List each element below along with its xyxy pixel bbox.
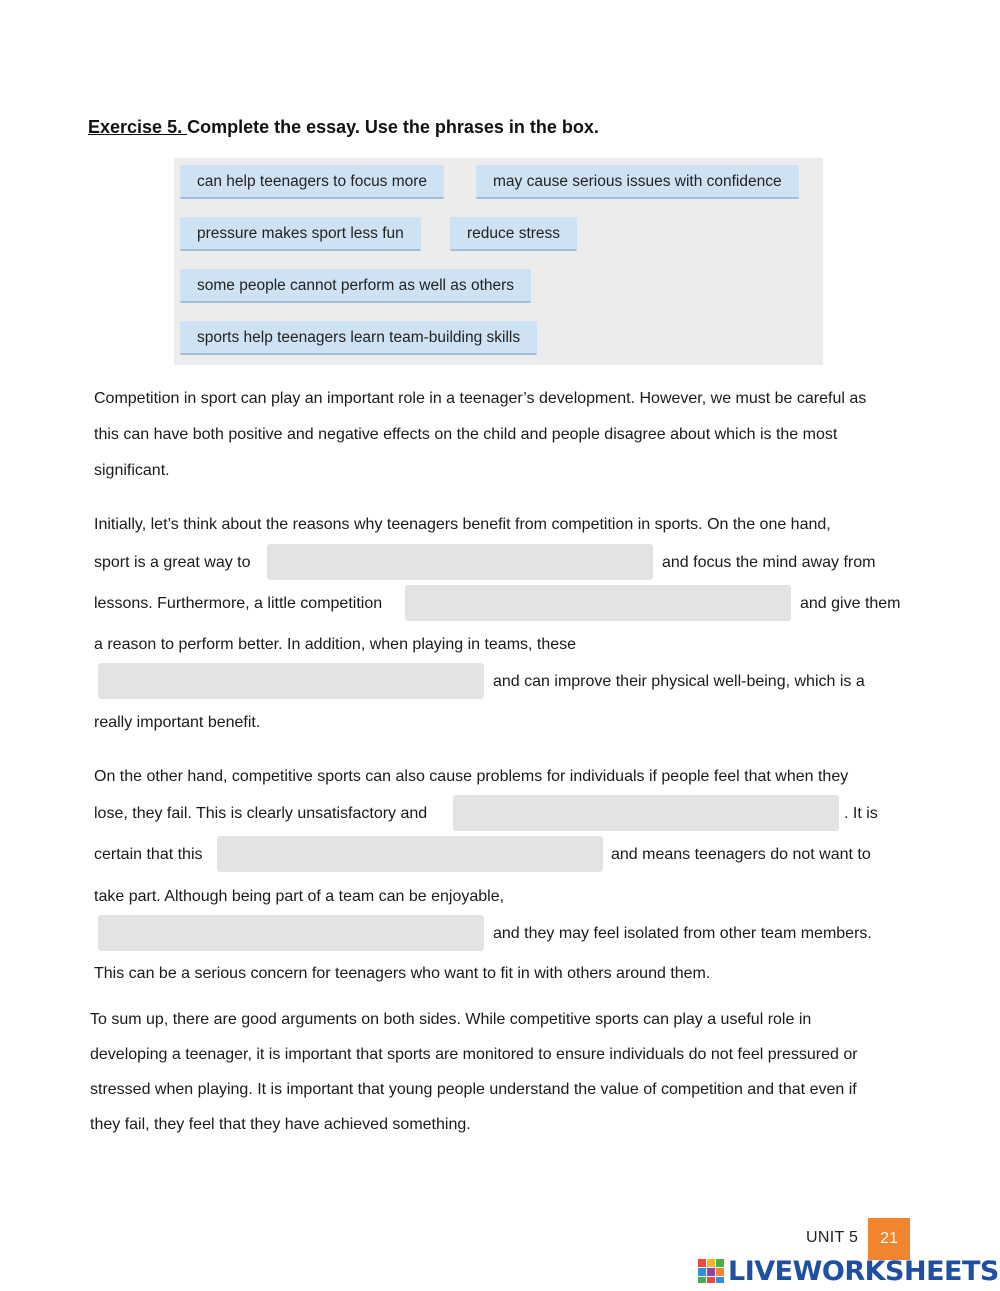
essay-line: Competition in sport can play an important role in a teenager’s development. However, we must be careful as bbox=[94, 390, 867, 407]
essay-line: and they may feel isolated from other team members. bbox=[493, 925, 872, 942]
drop-blank-4[interactable] bbox=[453, 795, 839, 831]
phrase-chip[interactable]: reduce stress bbox=[450, 217, 577, 251]
liveworksheets-logo-icon bbox=[698, 1257, 726, 1285]
essay-line: On the other hand, competitive sports can also cause problems for individuals if people feel that when they bbox=[94, 768, 849, 785]
essay-line: a reason to perform better. In addition, when playing in teams, these bbox=[94, 636, 577, 653]
exercise-instruction: Complete the essay. Use the phrases in the box. bbox=[187, 117, 599, 137]
phrase-chip[interactable]: pressure makes sport less fun bbox=[180, 217, 421, 251]
essay-line: lessons. Furthermore, a little competition bbox=[94, 595, 383, 612]
essay-line: . It is bbox=[844, 805, 878, 822]
essay-line: and give them bbox=[800, 595, 901, 612]
phrase-chip[interactable]: can help teenagers to focus more bbox=[180, 165, 444, 199]
essay-line: To sum up, there are good arguments on both sides. While competitive sports can play a useful role in bbox=[90, 1011, 812, 1028]
essay-line: really important benefit. bbox=[94, 714, 261, 731]
essay-line: certain that this bbox=[94, 846, 203, 863]
exercise-title bbox=[88, 117, 599, 138]
essay-line: stressed when playing. It is important that young people understand the value of competition and that even if bbox=[90, 1081, 857, 1098]
unit-label: UNIT 5 bbox=[806, 1229, 859, 1246]
essay-line: This can be a serious concern for teenagers who want to fit in with others around them. bbox=[94, 965, 711, 982]
drop-blank-6[interactable] bbox=[98, 915, 484, 951]
phrase-chip[interactable]: sports help teenagers learn team-building skills bbox=[180, 321, 537, 355]
phrase-chip[interactable]: some people cannot perform as well as others bbox=[180, 269, 531, 303]
essay-line: and focus the mind away from bbox=[662, 554, 876, 571]
drop-blank-3[interactable] bbox=[98, 663, 484, 699]
essay-line: significant. bbox=[94, 462, 170, 479]
essay-line: and can improve their physical well-being, which is a bbox=[493, 673, 865, 690]
phrase-box bbox=[174, 158, 823, 365]
drop-blank-1[interactable] bbox=[267, 544, 653, 580]
essay-line: this can have both positive and negative effects on the child and people disagree about which is the most bbox=[94, 426, 838, 443]
essay-line: lose, they fail. This is clearly unsatisfactory and bbox=[94, 805, 428, 822]
phrase-chip[interactable]: may cause serious issues with confidence bbox=[476, 165, 799, 199]
exercise-label: Exercise 5. bbox=[88, 117, 188, 137]
drop-blank-5[interactable] bbox=[217, 836, 603, 872]
essay-line: Initially, let’s think about the reasons why teenagers benefit from competition in sports. On the one hand, bbox=[94, 516, 831, 533]
essay-line: they fail, they feel that they have achieved something. bbox=[90, 1116, 471, 1133]
brand-name: LIVEWORKSHEETS bbox=[728, 1255, 999, 1287]
essay-line: sport is a great way to bbox=[94, 554, 251, 571]
drop-blank-2[interactable] bbox=[405, 585, 791, 621]
essay-line: developing a teenager, it is important that sports are monitored to ensure individuals do not feel pressured or bbox=[90, 1046, 858, 1063]
essay-line: and means teenagers do not want to bbox=[611, 846, 871, 863]
essay-line: take part. Although being part of a team can be enjoyable, bbox=[94, 888, 505, 905]
page-number-badge: 21 bbox=[868, 1218, 910, 1260]
liveworksheets-brand bbox=[698, 1254, 999, 1288]
